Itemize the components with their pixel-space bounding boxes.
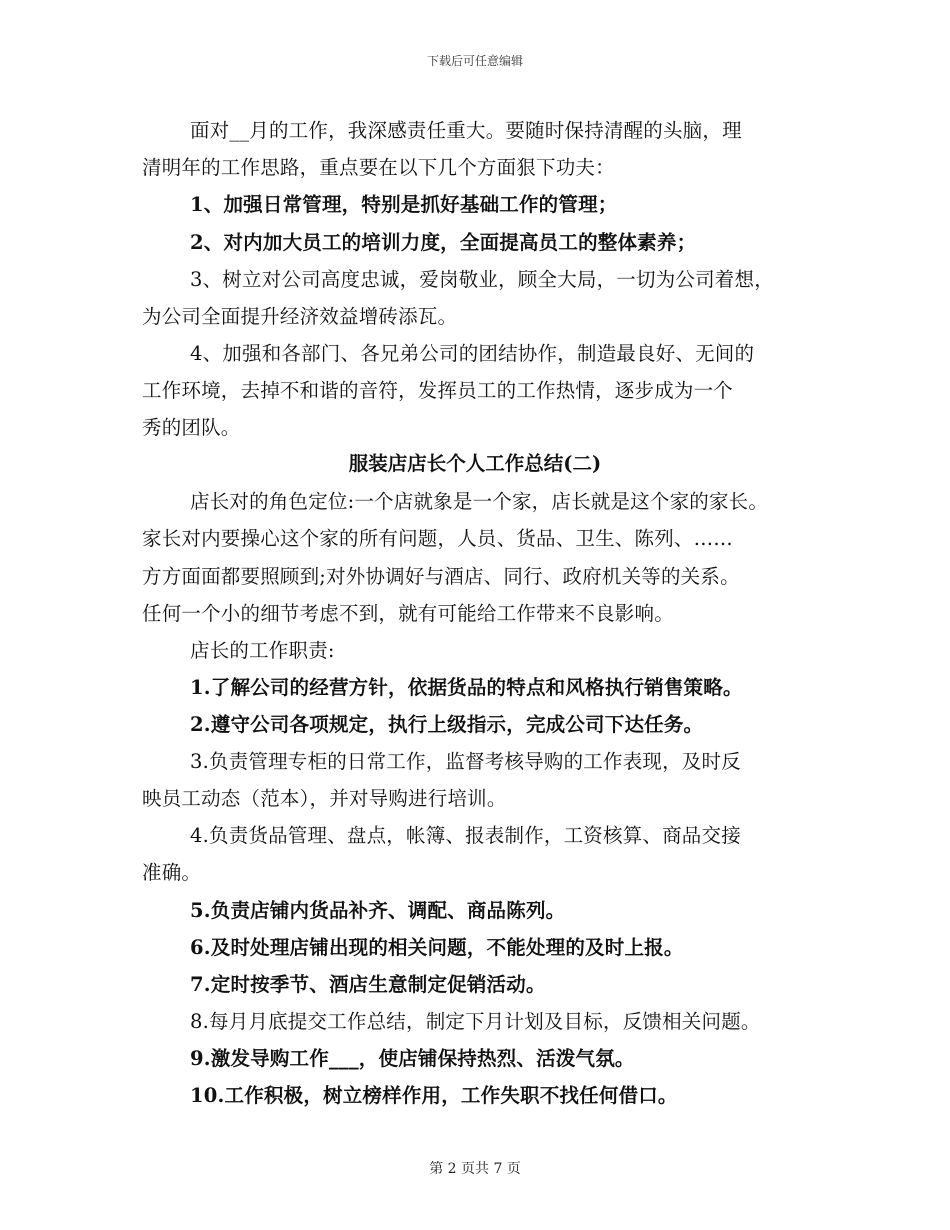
list-item-bold: 6.及时处理店铺出现的相关问题，不能处理的及时上报。 (190, 936, 684, 959)
list-item-bold: 2.遵守公司各项规定，执行上级指示，完成公司下达任务。 (190, 713, 704, 736)
paragraph-line: 秀的团队。 (142, 416, 241, 439)
page-footer: 第 2 页共 7 页 (429, 1161, 521, 1177)
list-item: 3.负责管理专柜的日常工作，监督考核导购的工作表现，及时反 (190, 750, 741, 773)
list-item-bold: 9.激发导购工作___，使店铺保持热烈、活泼气氛。 (190, 1047, 635, 1070)
section-title: 服装店店长个人工作总结(二) (348, 452, 602, 475)
paragraph-line: 为公司全面提升经济效益增砖添瓦。 (142, 305, 458, 328)
paragraph-line: 工作环境，去掉不和谐的音符，发挥员工的工作热情，逐步成为一个 (142, 379, 734, 402)
list-item: 4.负责货品管理、盘点，帐簿、报表制作，工资核算、商品交接 (190, 824, 741, 847)
page-header: 下载后可任意编辑 (426, 54, 523, 68)
list-item-bold: 2、对内加大员工的培训力度，全面提高员工的整体素养； (190, 231, 697, 254)
paragraph-line: 方方面面都要照顾到;对外协调好与酒店、同行、政府机关等的关系。 (142, 565, 740, 588)
paragraph-line: 3、树立对公司高度忠诚，爱岗敬业，顾全大局，一切为公司着想， (190, 268, 774, 291)
paragraph-line: 家长对内要操心这个家的所有问题，人员、货品、卫生、陈列、…… (142, 527, 734, 550)
paragraph-line: 清明年的工作思路，重点要在以下几个方面狠下功夫： (142, 156, 615, 179)
list-item-bold: 5.负责店铺内货品补齐、调配、商品陈列。 (190, 899, 566, 922)
paragraph-line: 任何一个小的细节考虑不到，就有可能给工作带来不良影响。 (142, 602, 674, 625)
list-item-bold: 10.工作积极，树立榜样作用，工作失职不找任何借口。 (190, 1084, 678, 1107)
paragraph-line: 店长对的角色定位:一个店就象是一个家，店长就是这个家的家长。 (190, 490, 769, 513)
paragraph-line: 4、加强和各部门、各兄弟公司的团结协作，制造最良好、无间的 (190, 342, 755, 365)
paragraph-line: 店长的工作职责: (190, 639, 335, 662)
list-item: 8.每月月底提交工作总结，制定下月计划及目标，反馈相关问题。 (190, 1010, 761, 1033)
list-item-bold: 7.定时按季节、酒店生意制定促销活动。 (190, 973, 546, 996)
list-item-bold: 1.了解公司的经营方针，依据货品的特点和风格执行销售策略。 (190, 676, 743, 699)
list-item: 准确。 (142, 861, 202, 884)
paragraph-line: 面对__月的工作，我深感责任重大。要随时保持清醒的头脑，理 (190, 119, 742, 142)
list-item-bold: 1、加强日常管理，特别是抓好基础工作的管理； (190, 193, 618, 216)
list-item: 映员工动态（范本），并对导购进行培训。 (142, 787, 507, 810)
